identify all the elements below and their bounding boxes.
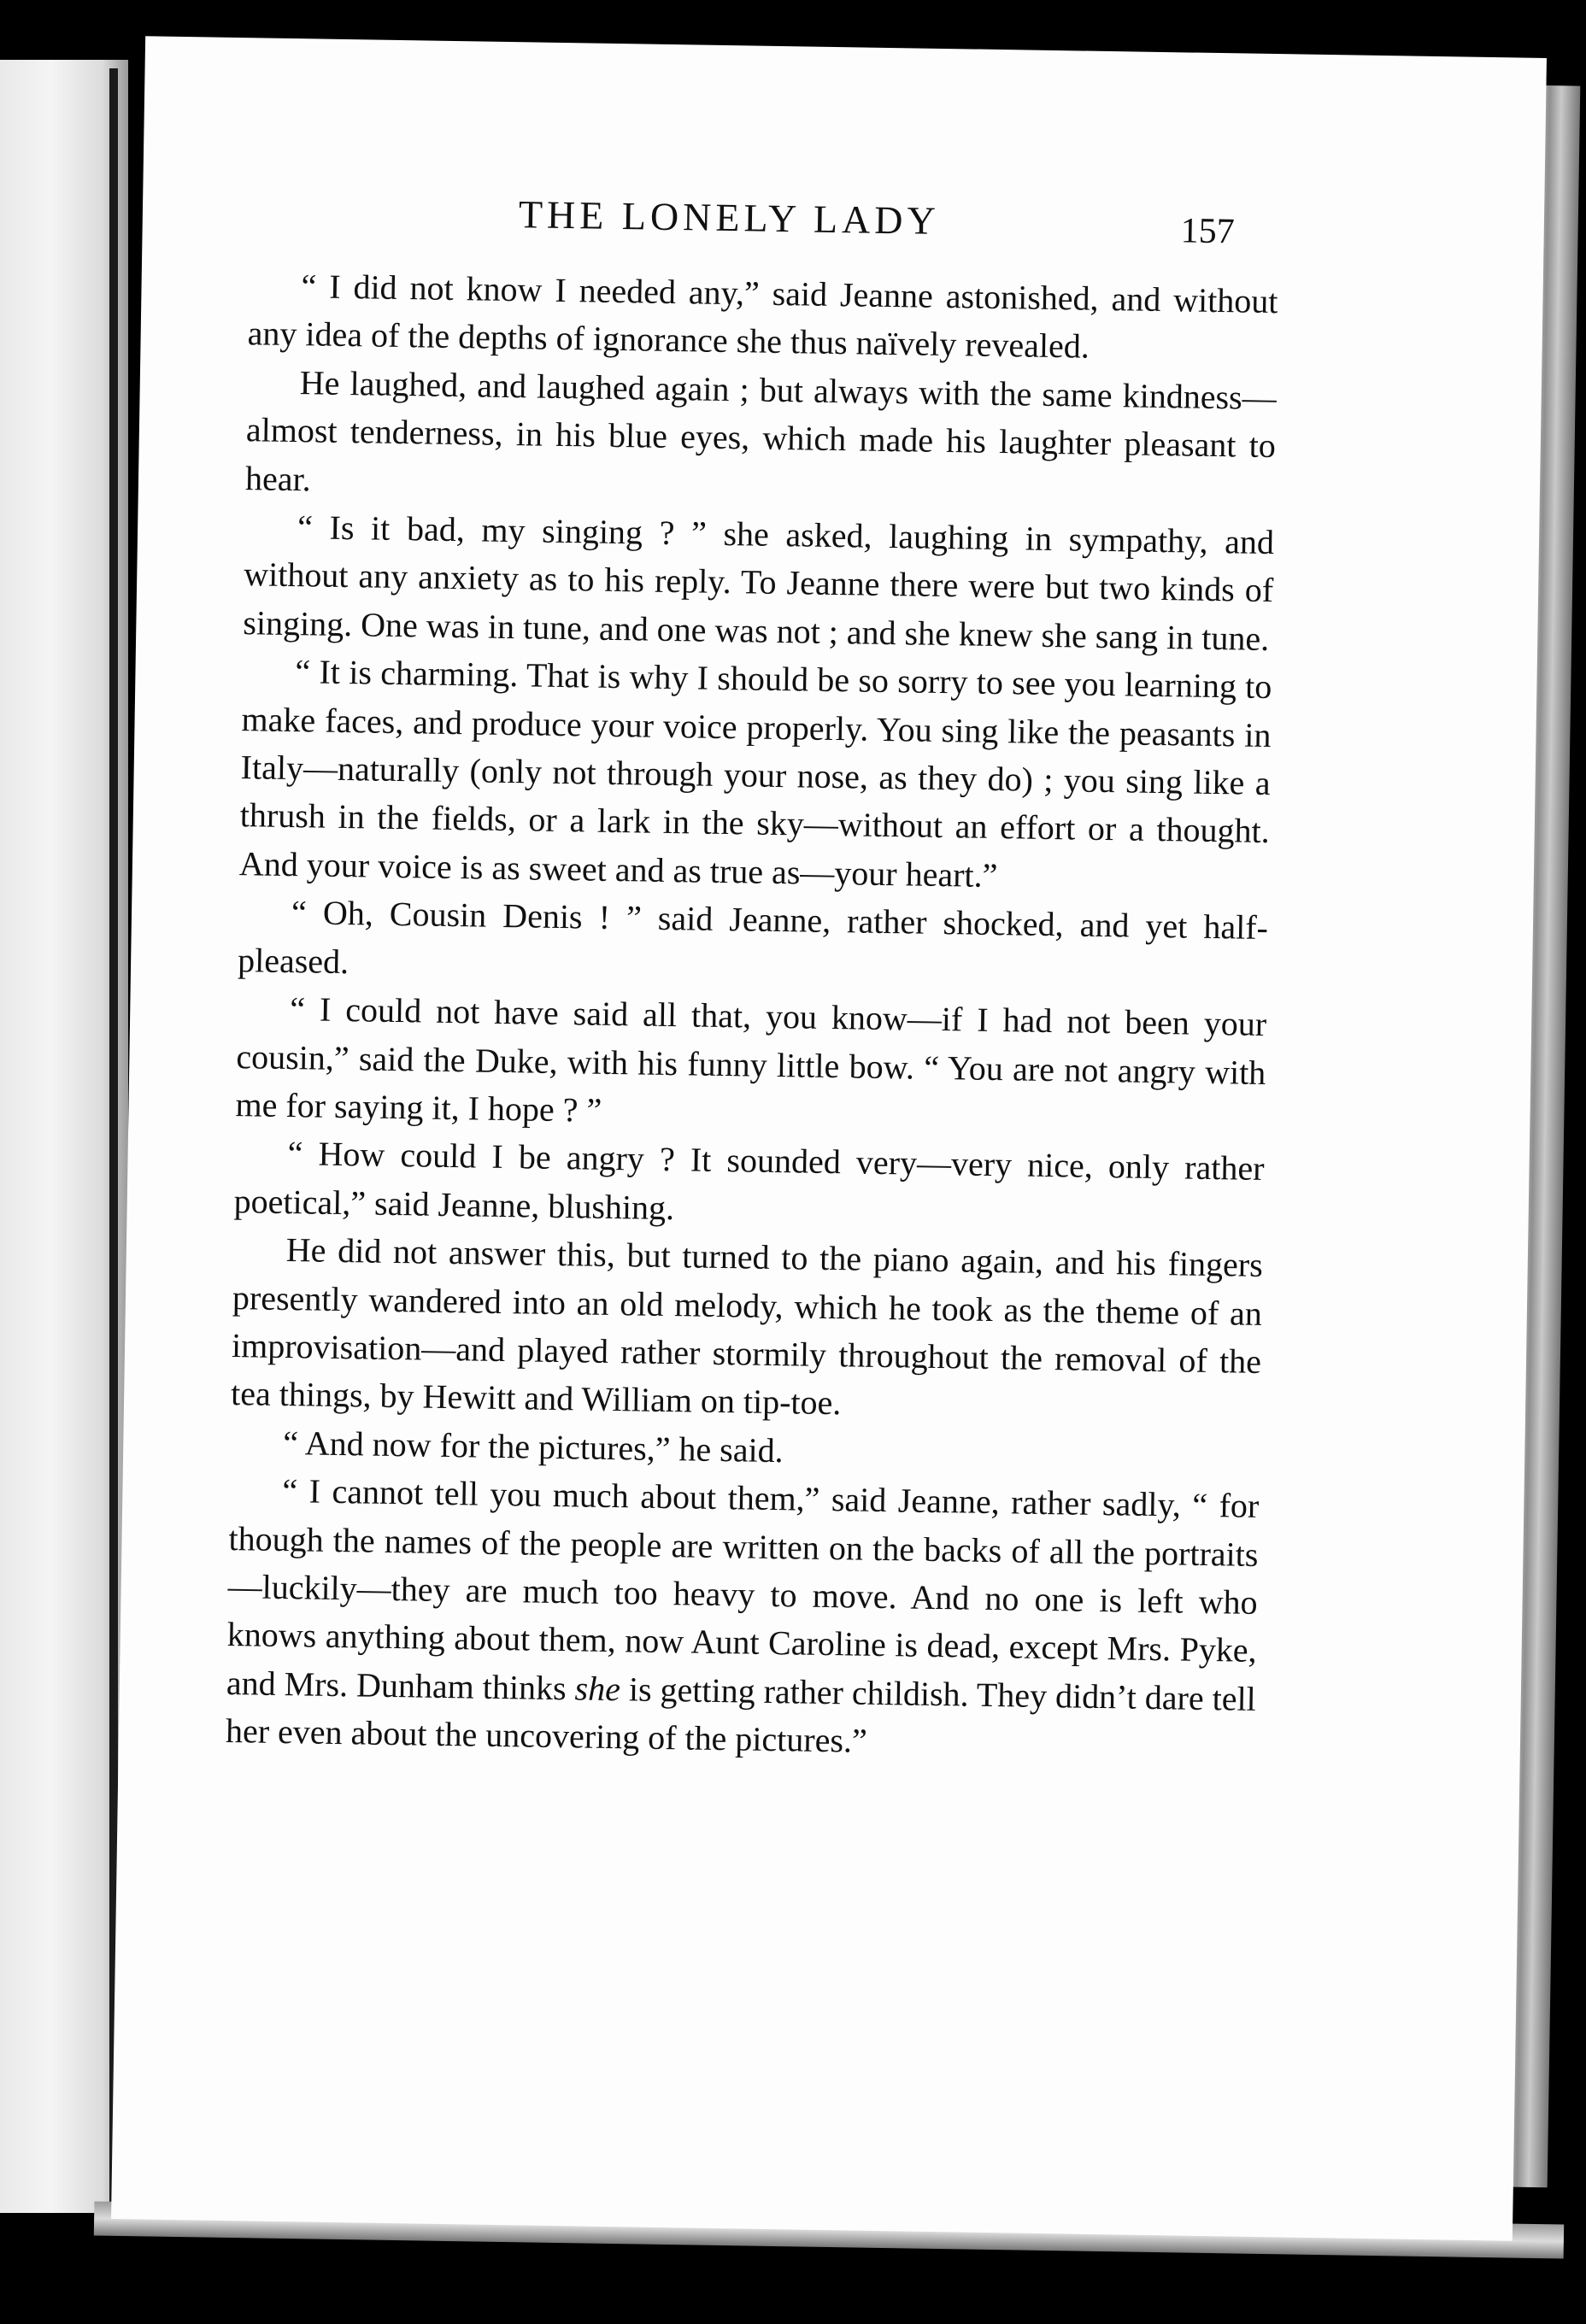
page-body <box>226 261 1278 1771</box>
paragraph: “ I could not have said all that, you know—if I had not been your cousin,” said the Duke, with his funny little bow. “ You are not angry with me for saying it, I hope ? ” <box>235 989 1267 1130</box>
paragraph-text: is getting rather childish. They didn’t dare tell her even about the uncovering of the pictures.” <box>225 1670 1257 1760</box>
paragraph: He laughed, and laughed again ; but always with the same kindness—almost tenderness, in his blue eyes, which made his laughter pleasant to hear. <box>244 362 1278 499</box>
paragraph-text: “ I cannot tell you much about them,” said Jeanne, rather sadly, “ for though the names of the people are written on the backs of all the portraits—luckily—they are much too heavy to move. And no one is left who knows anything about them, now Aunt Caroline is dead, except Mrs. Pyke, and Mrs. Dunham thinks <box>226 1471 1260 1708</box>
paragraph: “ It is charming. That is why I should be so sorry to see you learning to make faces, and produce your voice properly. You sing like the peasants in Italy—naturally (only not through your nose, as they do) ; you sing like a thrush in the fields, or a lark in the sky—without an effort or a thought. And your voice is as sweet and as true as—your heart.” <box>238 652 1272 895</box>
book-page <box>111 36 1547 2240</box>
paragraph: “ Oh, Cousin Denis ! ” said Jeanne, rather shocked, and yet half-pleased. <box>237 893 1269 981</box>
paragraph: “ How could I be angry ? It sounded very—very nice, only rather poetical,” said Jeanne, blushing. <box>233 1134 1265 1227</box>
page-number: 157 <box>1180 211 1236 252</box>
running-head: THE LONELY LADY <box>518 192 941 243</box>
paragraph: “ And now for the pictures,” he said. <box>282 1423 784 1470</box>
paragraph: “ Is it bad, my singing ? ” she asked, laughing in sympathy, and without any anxiety as to his reply. To Jeanne there were but two kinds of singing. One was in tune, and one was not ; and she knew she sang in tune. <box>243 508 1275 658</box>
paragraph: He did not answer this, but turned to the piano again, and his fingers presently wandered into an old melody, which he took as the theme of an improvisation—and played rather stormily throughout the removal of the tea things, by Hewitt and William on tip-toe. <box>230 1230 1264 1423</box>
paragraph: “ I did not know I needed any,” said Jeanne astonished, and without any idea of the depths of ignorance she thus naïvely revealed. <box>247 267 1278 367</box>
paragraph <box>226 1466 1260 1771</box>
emphasized-word: she <box>574 1669 621 1709</box>
